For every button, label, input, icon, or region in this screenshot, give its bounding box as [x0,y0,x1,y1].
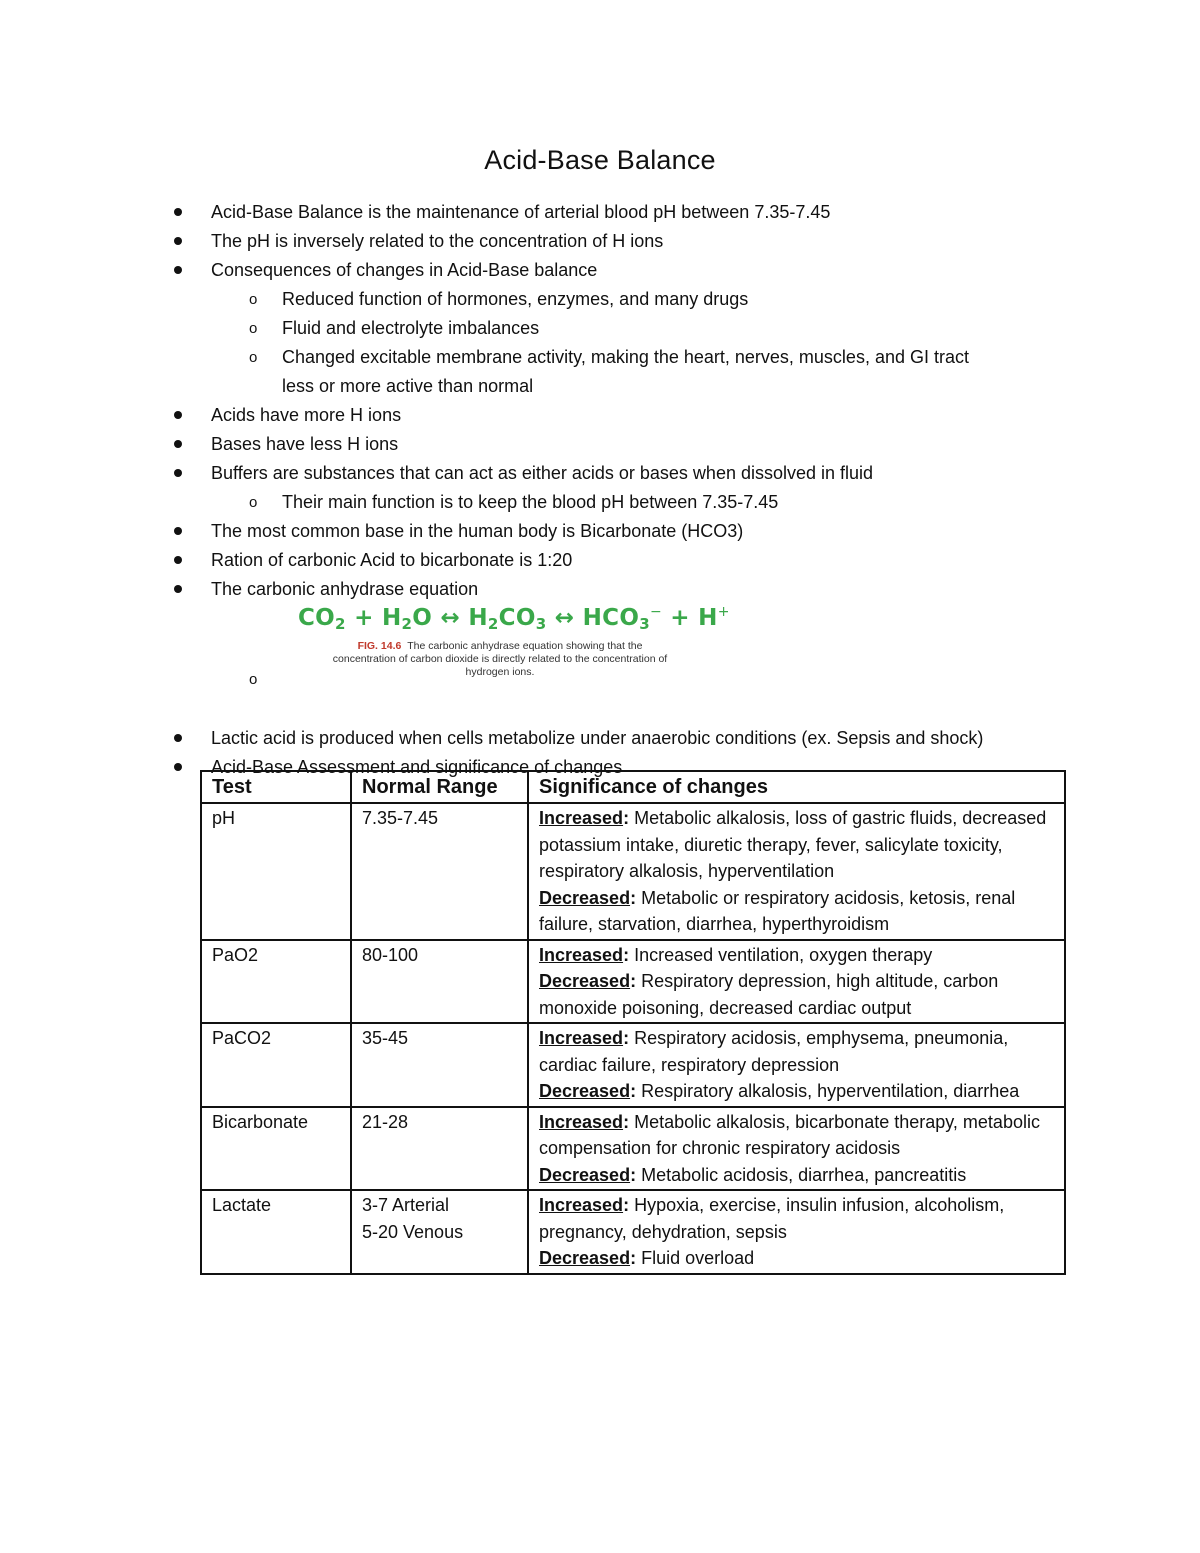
test-cell: PaCO2 [201,1023,351,1107]
column-header: Significance of changes [528,771,1065,803]
range-cell: 21-28 [351,1107,528,1191]
list-item: Acid-Base Balance is the maintenance of arterial blood pH between 7.35-7.45 [0,198,1200,227]
list-item: Lactic acid is produced when cells metabolize under anaerobic conditions (ex. Sepsis and shock) [0,724,1200,753]
bullet-icon [174,527,182,535]
circle-bullet-icon: o [249,320,258,337]
list-item: Acid-Base Assessment and significance of changes [0,753,1200,782]
table-row [201,1023,1065,1107]
column-header: Normal Range [351,771,528,803]
bullet-list [0,198,1200,782]
circle-bullet-icon: o [249,494,258,511]
sub-list-item: o Changed excitable membrane activity, making the heart, nerves, muscles, and GI tract [0,343,1200,372]
column-header: Test [201,771,351,803]
bullet-icon [174,763,182,771]
range-cell: 80-100 [351,940,528,1024]
figure-caption: FIG. 14.6 The carbonic anhydrase equation showing that the concentration of carbon dioxide is directly related to the concentration of hydrogen ions. [332,640,668,678]
bullet-icon [174,469,182,477]
sub-list-item-continuation: less or more active than normal [282,376,534,396]
sub-list-item: o Reduced function of hormones, enzymes, and many drugs [0,285,1200,314]
table-row [201,940,1065,1024]
bullet-icon [174,440,182,448]
test-cell: pH [201,803,351,940]
list-item: Ration of carbonic Acid to bicarbonate is 1:20 [0,546,1200,575]
significance-cell: Increased: Metabolic alkalosis, bicarbonate therapy, metabolic compensation for chronic respiratory acidosis Decreased: Metabolic acidosis, diarrhea, pancreatitis [528,1107,1065,1191]
table-row [201,803,1065,940]
list-item: The pH is inversely related to the concentration of H ions [0,227,1200,256]
list-item: Buffers are substances that can act as either acids or bases when dissolved in fluid [0,459,1200,488]
test-cell: PaO2 [201,940,351,1024]
bullet-icon [174,734,182,742]
range-cell: 3-7 Arterial 5-20 Venous [351,1190,528,1274]
circle-bullet-icon: o [249,349,258,366]
significance-cell: Increased: Increased ventilation, oxygen therapy Decreased: Respiratory depression, high altitude, carbon monoxide poisoning, decreased cardiac output [528,940,1065,1024]
bullet-icon [174,411,182,419]
circle-bullet-icon: o [249,291,258,308]
bullet-icon [174,237,182,245]
range-cell: 7.35-7.45 [351,803,528,940]
acid-base-table [200,770,1066,1275]
table-header-row [201,771,1065,803]
table-row [201,1190,1065,1274]
test-cell: Lactate [201,1190,351,1274]
list-item: Bases have less H ions [0,430,1200,459]
significance-cell: Increased: Hypoxia, exercise, insulin infusion, alcoholism, pregnancy, dehydration, sepsis Decreased: Fluid overload [528,1190,1065,1274]
list-item: The carbonic anhydrase equation [0,575,1200,604]
circle-bullet-icon: o [249,671,258,688]
page-title: Acid-Base Balance [484,145,716,175]
bullet-icon [174,266,182,274]
list-item: Consequences of changes in Acid-Base balance [0,256,1200,285]
table-row [201,1107,1065,1191]
sub-list-item: o Fluid and electrolyte imbalances [0,314,1200,343]
bullet-icon [174,208,182,216]
test-cell: Bicarbonate [201,1107,351,1191]
range-cell: 35-45 [351,1023,528,1107]
carbonic-anhydrase-equation: $CO_2 + H_2O$ ↔ $H_2CO_3$ ↔ $HCO_3^- + H^+$ [298,604,730,633]
significance-cell: Increased: Metabolic alkalosis, loss of gastric fluids, decreased potassium intake, diuretic therapy, fever, salicylate toxicity, respiratory alkalosis, hyperventilation Decreased: Metabolic or respiratory acidosis, ketosis, renal failure, starvation, diarrhea, hyperthyroidism [528,803,1065,940]
equation-figure [0,604,1200,724]
list-item: Acids have more H ions [0,401,1200,430]
list-item: The most common base in the human body is Bicarbonate (HCO3) [0,517,1200,546]
bullet-icon [174,585,182,593]
bullet-icon [174,556,182,564]
sub-list-item: o Their main function is to keep the blood pH between 7.35-7.45 [0,488,1200,517]
significance-cell: Increased: Respiratory acidosis, emphysema, pneumonia, cardiac failure, respiratory depression Decreased: Respiratory alkalosis, hyperventilation, diarrhea [528,1023,1065,1107]
